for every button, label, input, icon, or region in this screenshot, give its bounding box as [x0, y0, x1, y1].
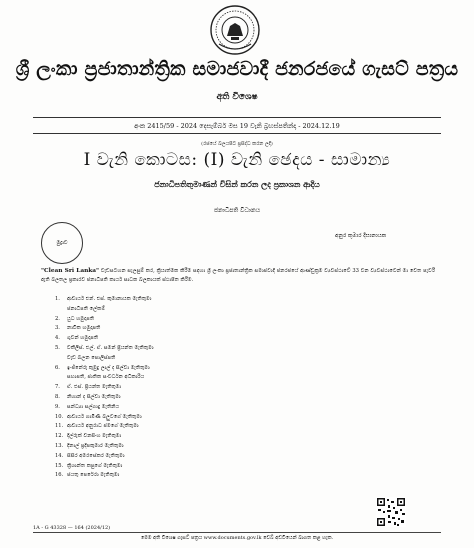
list-item-text: ආචාර්ය ගාමිණී බලුවගේ මැතිතුමා [67, 413, 142, 420]
list-item [55, 471, 355, 481]
list-item-text: ආචාර්ය එන්. එස්. කුමානායක මැතිතුමා [67, 296, 152, 302]
list-item [55, 413, 355, 423]
list-item-text: වැඩ බලන පොලිස්පති [67, 354, 116, 361]
list-item [55, 373, 355, 383]
list-item-number: 15. [55, 462, 64, 469]
list-item-text: ජනාධිපති ලේකම් [67, 305, 106, 312]
issue-line: අංක 2415/59 - 2024 දෙසැම්බර් මස 19 වැනි බ්‍රහස්පතින්දා - 2024.12.19 [134, 122, 340, 130]
national-emblem-icon [209, 4, 261, 56]
list-item [55, 403, 355, 413]
list-item-text: දිනාල් ප්‍රදීපකුමාර මැතිතුමා [67, 442, 124, 449]
gazette-title: ශ්‍රී ලංකා ප්‍රජාතාන්ත්‍රික සමාජවාදී ජනරජයේ ගැසට් පත්‍රය [15, 58, 459, 80]
gazette-subtitle: අති විශෙෂ [216, 92, 258, 102]
list-item [55, 334, 355, 344]
list-item-text: සන්ධ්‍යා සල්ගාදු මැතිනිය [67, 403, 120, 410]
list-item [55, 432, 355, 442]
list-item-text: ආචාර්ය අනුරාධ ජමගේ මැතිතුමා [67, 423, 139, 430]
list-item [55, 305, 355, 315]
publication-note: (රජයේ බලයපිට ප්‍රසිද්ධ කරන ලදී) [201, 141, 273, 147]
signer-name: අනුර කුමාර දිසානායක [335, 233, 387, 239]
list-item [55, 422, 355, 432]
list-item-text: දිල්රුක් වනසිංහ මැතිතුමා [67, 433, 122, 440]
part-heading: I වැනි කොටස: (I) වැනි ඡෙදය - සාමාන්‍ය [83, 150, 391, 170]
list-item-text: නිහාන් ද සිල්වා මැතිතුමා [67, 393, 121, 400]
gazette-code: 1A - G 43328 — 164 (2024/12) [33, 525, 111, 531]
list-item-number: 7. [55, 384, 60, 391]
list-item [55, 383, 355, 393]
programme-name: "Clean Sri Lanka" [41, 268, 100, 274]
list-item-text: සිසිර අමරසේකර මැතිතුමා [67, 452, 125, 459]
list-item-text: සභාපති, ජාතික සංවර්ධන අධිකාරිය [67, 374, 145, 381]
directive-body: වැඩසටහන සැලසුම් කර, ක්‍රියාත්මක කිරීම සඳහා ශ්‍රී ලංකා ප්‍රජාතාන්ත්‍රික සමාජවාදී ජනරජයේ ආණ්ඩුක්‍රම ව්‍යවස්ථාවේ 33 වන ව්‍යවස්ථාවෙන් මා වෙත පැවරී ඇති බලතල ප්‍රකාරව ජනාධිපති කාර්ය සාධක බලකායක් ස්ථාපිත කිරීම. [41, 268, 435, 283]
list-item-number: 2. [55, 315, 60, 322]
list-item-number: 14. [55, 452, 64, 459]
list-item-text: ක්‍රිශාන්ත කපුගේ මැතිතුමා [67, 462, 123, 469]
seal-stamp [41, 222, 83, 264]
qr-code-icon [376, 497, 406, 527]
list-item-number: 13. [55, 442, 64, 449]
footer-divider [33, 532, 441, 533]
list-item-text: ජයතු පෙරේරා මැතිතුමා [67, 472, 120, 479]
list-item [55, 354, 355, 364]
list-item-number: 6. [55, 364, 60, 371]
list-item-number: 12. [55, 433, 64, 440]
list-item [55, 315, 355, 325]
footer-note: මෙම අති විශෙෂ ගැසට් පත්‍රය www.documents.gov.lk වෙබ් අඩවියෙන් බාගත කළ හැක. [140, 535, 334, 541]
list-item-number: 9. [55, 403, 60, 410]
list-item [55, 324, 355, 334]
list-item [55, 452, 355, 462]
seal-label: මුද්‍රාව [56, 240, 68, 246]
list-item-text: නාවික හමුදාපති [67, 325, 101, 332]
list-item [55, 295, 355, 305]
list-item [55, 442, 355, 452]
divider [33, 133, 441, 134]
list-item-number: 4. [55, 335, 60, 342]
list-item-number: 16. [55, 472, 64, 479]
divider [33, 117, 441, 118]
list-item-number: 1. [55, 296, 60, 302]
directive-text [41, 267, 435, 285]
list-item [55, 393, 355, 403]
list-item [55, 364, 355, 374]
list-item-text: යුධ හමුදාපති [67, 315, 95, 322]
list-item-text: ඒ. එස්. ප්‍රියන්ත මැතිතුමා [67, 384, 122, 391]
list-item-text: ඉංජිනේරු කුමුදු ලාල් ද සිල්වා මැතිතුමා [67, 364, 150, 371]
list-item-text: ගුවන් හමුදාපති [67, 335, 99, 342]
list-item-number: 5. [55, 344, 60, 351]
list-item-number: 8. [55, 393, 60, 400]
list-item [55, 344, 355, 354]
list-item-text: වකීලීස්. එල්. ඒ. සමන් ප්‍රියන්ත මැතිතුමා [67, 344, 154, 351]
member-list [55, 295, 355, 481]
list-item-number: 3. [55, 325, 60, 332]
section-subheading: ජනාධිපති විධානය [213, 207, 261, 214]
list-item-number: 11. [55, 423, 64, 430]
section-heading: ජනාධිපතිතුමාණන් විසින් කරන ලද ප්‍රකාශන ආදිය [154, 179, 320, 189]
list-item-number: 10. [55, 413, 64, 420]
list-item [55, 462, 355, 472]
